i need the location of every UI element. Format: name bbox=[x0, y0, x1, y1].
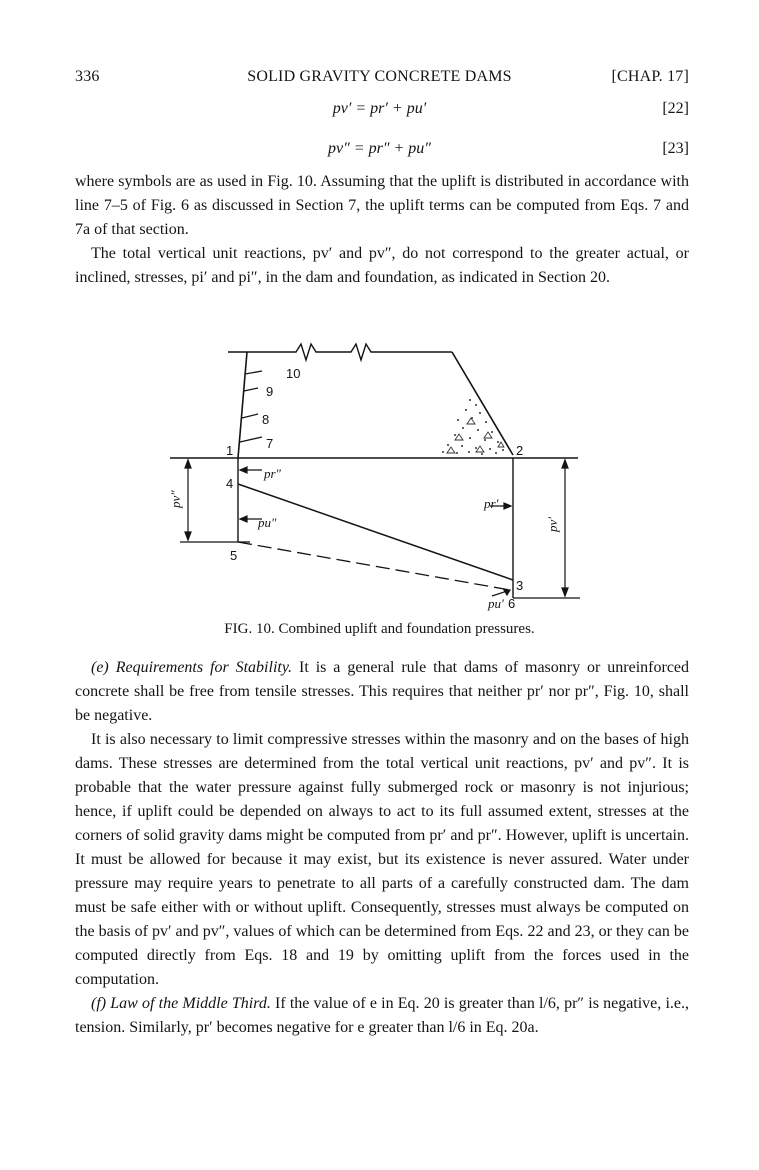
section-e-paragraph-1: It is a general rule that dams of masonry or unreinforced concrete shall be free from tensile stresses. This requires that neither pr′ nor pr″, Fig. 10, shall be negative. bbox=[75, 659, 690, 724]
fig-label-pr-double: pr″ bbox=[264, 466, 281, 481]
equation-23-number: [23] bbox=[662, 140, 689, 157]
dimension-pv-double bbox=[180, 460, 238, 542]
fig-label-9: 9 bbox=[266, 384, 274, 399]
equation-22-number: [22] bbox=[662, 100, 689, 117]
intro-paragraph-2: The total vertical unit reactions, pv′ and pv″, do not correspond to the greater actual, or inclined, stresses, pi′ and pi″, in the dam and foundation, as indicated in Section 20. bbox=[75, 245, 689, 286]
section-e-title: Requirements for Stability. bbox=[115, 659, 293, 676]
fig-label-pr-single: pr′ bbox=[484, 496, 499, 511]
fig-label-pv-double: pv″ bbox=[168, 490, 183, 508]
running-title: SOLID GRAVITY CONCRETE DAMS bbox=[247, 68, 512, 85]
fig-label-2: 2 bbox=[516, 443, 524, 458]
fig-label-pu-double: pu″ bbox=[258, 515, 277, 530]
total-pressure-dashed-line bbox=[238, 542, 510, 590]
fig-label-6: 6 bbox=[508, 596, 516, 611]
section-e-label: (e) bbox=[91, 659, 109, 676]
section-e-paragraph-2: It is also necessary to limit compressive stresses within the masonry and on the bases of high dams. These stresses are determined from the total vertical unit reactions, pv′ and pv″. It is probable that the water pressure against fully submerged rock or masonry is not injurious; hence, if uplift could be depended on always to act to its full assumed extent, stresses at the corners of solid gravity dams might be computed from pr′ and pr″. However, uplift is uncertain. It must be allowed for because it may exist, but its existence is never assured. Water under pressure may require years to penetrate to all parts of a carefully constructed dam. The dam must be safe either with or without uplift. Consequently, stresses must always be computed on the basis of pv′ and pv″, values of which can be determined from Eqs. 22 and 23, or they can be computed directly from Eqs. 18 and 19 by omitting uplift from the forces used in the computation. bbox=[75, 731, 689, 988]
fig-label-8: 8 bbox=[262, 412, 270, 427]
section-f-title: Law of the Middle Third. bbox=[110, 995, 271, 1012]
fig-label-5: 5 bbox=[230, 548, 238, 563]
body-text bbox=[75, 656, 689, 1040]
section-f-label: (f) bbox=[91, 995, 107, 1012]
dimension-pv-single bbox=[562, 460, 568, 596]
section-f-paragraph-1: If the value of e in Eq. 20 is greater than l/6, pr″ is negative, i.e., tension. Similarly, pr′ becomes negative for e greater than l/6 in Eq. 20a. bbox=[75, 995, 689, 1036]
fig-label-pv-single: pv′ bbox=[545, 516, 560, 532]
dam-top-line bbox=[228, 344, 452, 360]
fig-label-3: 3 bbox=[516, 578, 524, 593]
fig-label-7: 7 bbox=[266, 436, 274, 451]
page-number: 336 bbox=[75, 68, 100, 85]
equation-23: pv″ = pr″ + pu″ bbox=[328, 140, 431, 157]
fig-label-4: 4 bbox=[226, 476, 234, 491]
chapter-label: [CHAP. 17] bbox=[611, 68, 689, 85]
fig-label-pu-single: pu′ bbox=[488, 596, 504, 611]
fig-label-1: 1 bbox=[226, 443, 234, 458]
upstream-face bbox=[238, 352, 247, 458]
uplift-ticks bbox=[240, 371, 262, 442]
fig-label-10: 10 bbox=[286, 366, 301, 381]
equation-22: pv′ = pr′ + pu′ bbox=[332, 100, 427, 117]
foundation-pressure-line bbox=[238, 484, 513, 580]
figure-caption: FIG. 10. Combined uplift and foundation pressures. bbox=[224, 621, 535, 637]
intro-paragraph-1: where symbols are as used in Fig. 10. Assuming that the uplift is distributed in accordance with line 7–5 of Fig. 6 as discussed in Section 7, the uplift terms can be computed from Eqs. 7 and 7a of that section. bbox=[75, 173, 689, 238]
rock-stipple bbox=[442, 399, 504, 455]
